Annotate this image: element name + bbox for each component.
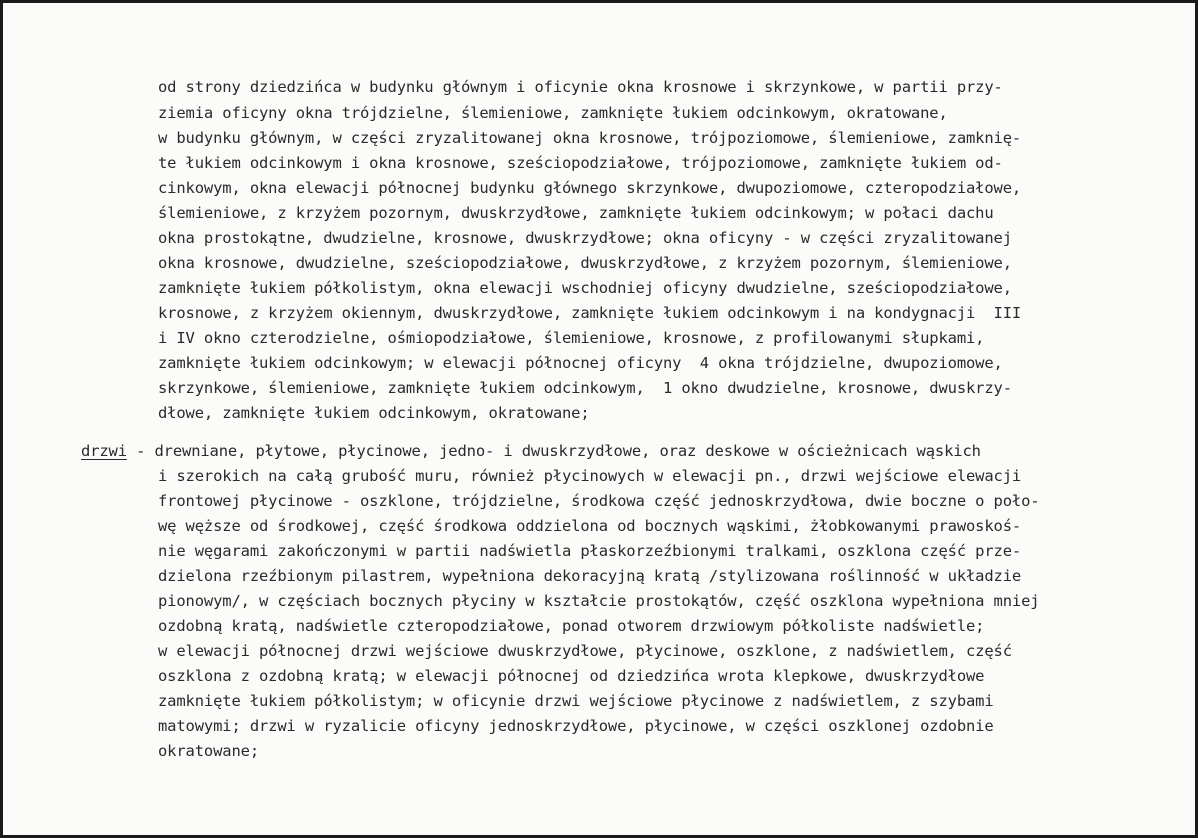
paragraph2-line-1 bbox=[81, 442, 981, 460]
paragraph2-line-3: frontowej płycinowe - oszklone, trójdzielne, środkowa część jednoskrzydłowa, dwie boczne o poło- bbox=[158, 492, 1040, 510]
paragraph2-line-8: ozdobną kratą, nadświetle czteropodziałowe, ponad otworem drzwiowym półkoliste nadświetle; bbox=[158, 617, 985, 635]
paragraph1-line-6: ślemieniowe, z krzyżem pozornym, dwuskrzydłowe, zamknięte łukiem odcinkowym; w połaci dachu bbox=[158, 204, 994, 222]
document-page bbox=[3, 3, 1195, 835]
paragraph2-line-12: matowymi; drzwi w ryzalicie oficyny jednoskrzydłowe, płycinowe, w części oszklonej ozdobnie bbox=[158, 717, 994, 735]
paragraph1-line-10: krosnowe, z krzyżem okiennym, dwuskrzydłowe, zamknięte łukiem odcinkowym i na kondygnacji III bbox=[158, 304, 1022, 322]
paragraph1-line-4: te łukiem odcinkowym i okna krosnowe, sześciopodziałowe, trójpoziomowe, zamknięte łukiem od- bbox=[158, 154, 1003, 172]
paragraph1-line-13: skrzynkowe, ślemieniowe, zamknięte łukiem odcinkowym, 1 okno dwudzielne, krosnowe, dwuskrzy- bbox=[158, 379, 1012, 397]
paragraph2-line-10: oszklona z ozdobną kratą; w elewacji północnej od dziedzińca wrota klepkowe, dwuskrzydłowe bbox=[158, 667, 985, 685]
paragraph2-line-9: w elewacji północnej drzwi wejściowe dwuskrzydłowe, płycinowe, oszklone, z nadświetlem, część bbox=[158, 642, 1012, 660]
paragraph2-line-1-text: - drewniane, płytowe, płycinowe, jedno- i dwuskrzydłowe, oraz deskowe w ościeżnicach wąskich bbox=[126, 442, 981, 460]
paragraph2-line-7: pionowym/, w częściach bocznych płyciny w kształcie prostokątów, część oszklona wypełniona mniej bbox=[158, 592, 1040, 610]
paragraph2-line-2: i szerokich na całą grubość muru, również płycinowych w elewacji pn., drzwi wejściowe elewacji bbox=[158, 467, 1022, 485]
paragraph1-line-5: cinkowym, okna elewacji północnej budynku głównego skrzynkowe, dwupoziomowe, czteropodziałowe, bbox=[158, 179, 1022, 197]
paragraph2-line-6: dzielona rzeźbionym pilastrem, wypełniona dekoracyjną kratą /stylizowana roślinność w układzie bbox=[158, 567, 1022, 585]
paragraph2-line-4: wę węższe od środkowej, część środkowa oddzielona od bocznych wąskimi, żłobkowanymi prawoskoś- bbox=[158, 517, 1022, 535]
paragraph1-line-12: zamknięte łukiem odcinkowym; w elewacji północnej oficyny 4 okna trójdzielne, dwupoziomowe, bbox=[158, 354, 1003, 372]
paragraph2-line-5: nie węgarami zakończonymi w partii nadświetla płaskorzeźbionymi tralkami, oszklona część prze- bbox=[158, 542, 1022, 560]
paragraph2-line-13: okratowane; bbox=[158, 742, 259, 760]
paragraph2-line-11: zamknięte łukiem półkolistym; w oficynie drzwi wejściowe płycinowe z nadświetlem, z szybami bbox=[158, 692, 994, 710]
paragraph1-line-11: i IV okno czterodzielne, ośmiopodziałowe, ślemieniowe, krosnowe, z profilowanymi słupkami, bbox=[158, 329, 985, 347]
paragraph1-line-2: ziemia oficyny okna trójdzielne, ślemieniowe, zamknięte łukiem odcinkowym, okratowane, bbox=[158, 104, 948, 122]
paragraph1-line-3: w budynku głównym, w części zryzalitowanej okna krosnowe, trójpoziomowe, ślemieniowe, zamknię- bbox=[158, 129, 1022, 147]
paragraph1-line-1: od strony dziedzińca w budynku głównym i oficynie okna krosnowe i skrzynkowe, w partii przy- bbox=[158, 78, 1003, 96]
term-drzwi: drzwi bbox=[81, 442, 127, 460]
paragraph1-line-9: zamknięte łukiem półkolistym, okna elewacji wschodniej oficyny dwudzielne, sześciopodziałowe, bbox=[158, 279, 1012, 297]
paragraph1-line-8: okna krosnowe, dwudzielne, sześciopodziałowe, dwuskrzydłowe, z krzyżem pozornym, ślemieniowe, bbox=[158, 254, 1012, 272]
paragraph1-line-7: okna prostokątne, dwudzielne, krosnowe, dwuskrzydłowe; okna oficyny - w części zryzalitowanej bbox=[158, 229, 1012, 247]
paragraph1-line-14: dłowe, zamknięte łukiem odcinkowym, okratowane; bbox=[158, 404, 590, 422]
